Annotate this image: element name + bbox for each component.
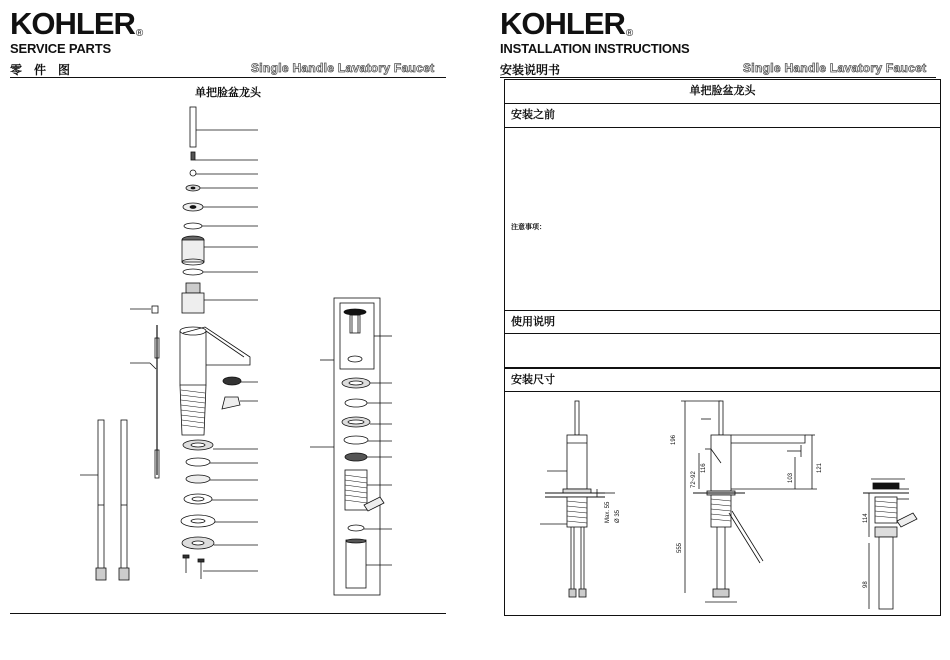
- header-divider: [10, 77, 446, 78]
- dim-max55: Max. 55: [605, 501, 611, 523]
- section-usage: 使用说明: [505, 310, 940, 334]
- footer-divider: [10, 613, 446, 614]
- kohler-logo: KOHLER®: [10, 6, 144, 41]
- kohler-logo: KOHLER®: [500, 6, 634, 41]
- installation-heading-cn: 安装说明书: [500, 63, 561, 77]
- product-name-en: Single Handle Lavatory Faucet: [743, 61, 927, 75]
- installation-dimension-drawing: [505, 393, 940, 615]
- product-name-en: Single Handle Lavatory Faucet: [251, 61, 435, 75]
- section-before-install: 安装之前: [505, 104, 940, 128]
- section-dimensions: 安装尺寸: [505, 368, 940, 392]
- dim-103: 103: [788, 472, 794, 483]
- dim-555: 555: [677, 542, 683, 553]
- instructions-box: [504, 79, 941, 616]
- dim-98: 98: [863, 581, 869, 588]
- notes-label: 注意事项：: [511, 223, 546, 231]
- service-parts-heading: SERVICE PARTS: [10, 41, 111, 56]
- dim-72-92: 72~92: [691, 471, 697, 488]
- dim-dia35: Ø 35: [615, 509, 621, 523]
- exploded-view-title: 单把脸盆龙头: [195, 86, 261, 99]
- installation-heading: INSTALLATION INSTRUCTIONS: [500, 41, 690, 56]
- parts-diagram-heading-cn: 零 件 图: [10, 63, 71, 77]
- dim-196: 196: [671, 434, 677, 445]
- service-parts-page: [0, 0, 460, 660]
- instructions-title: 单把脸盆龙头: [505, 80, 940, 104]
- installation-instructions-page: [490, 0, 950, 660]
- header-divider: [500, 77, 936, 78]
- exploded-parts-diagram: [0, 95, 460, 615]
- dim-121: 121: [817, 462, 823, 473]
- dim-116: 116: [701, 463, 707, 473]
- dim-114: 114: [863, 513, 869, 523]
